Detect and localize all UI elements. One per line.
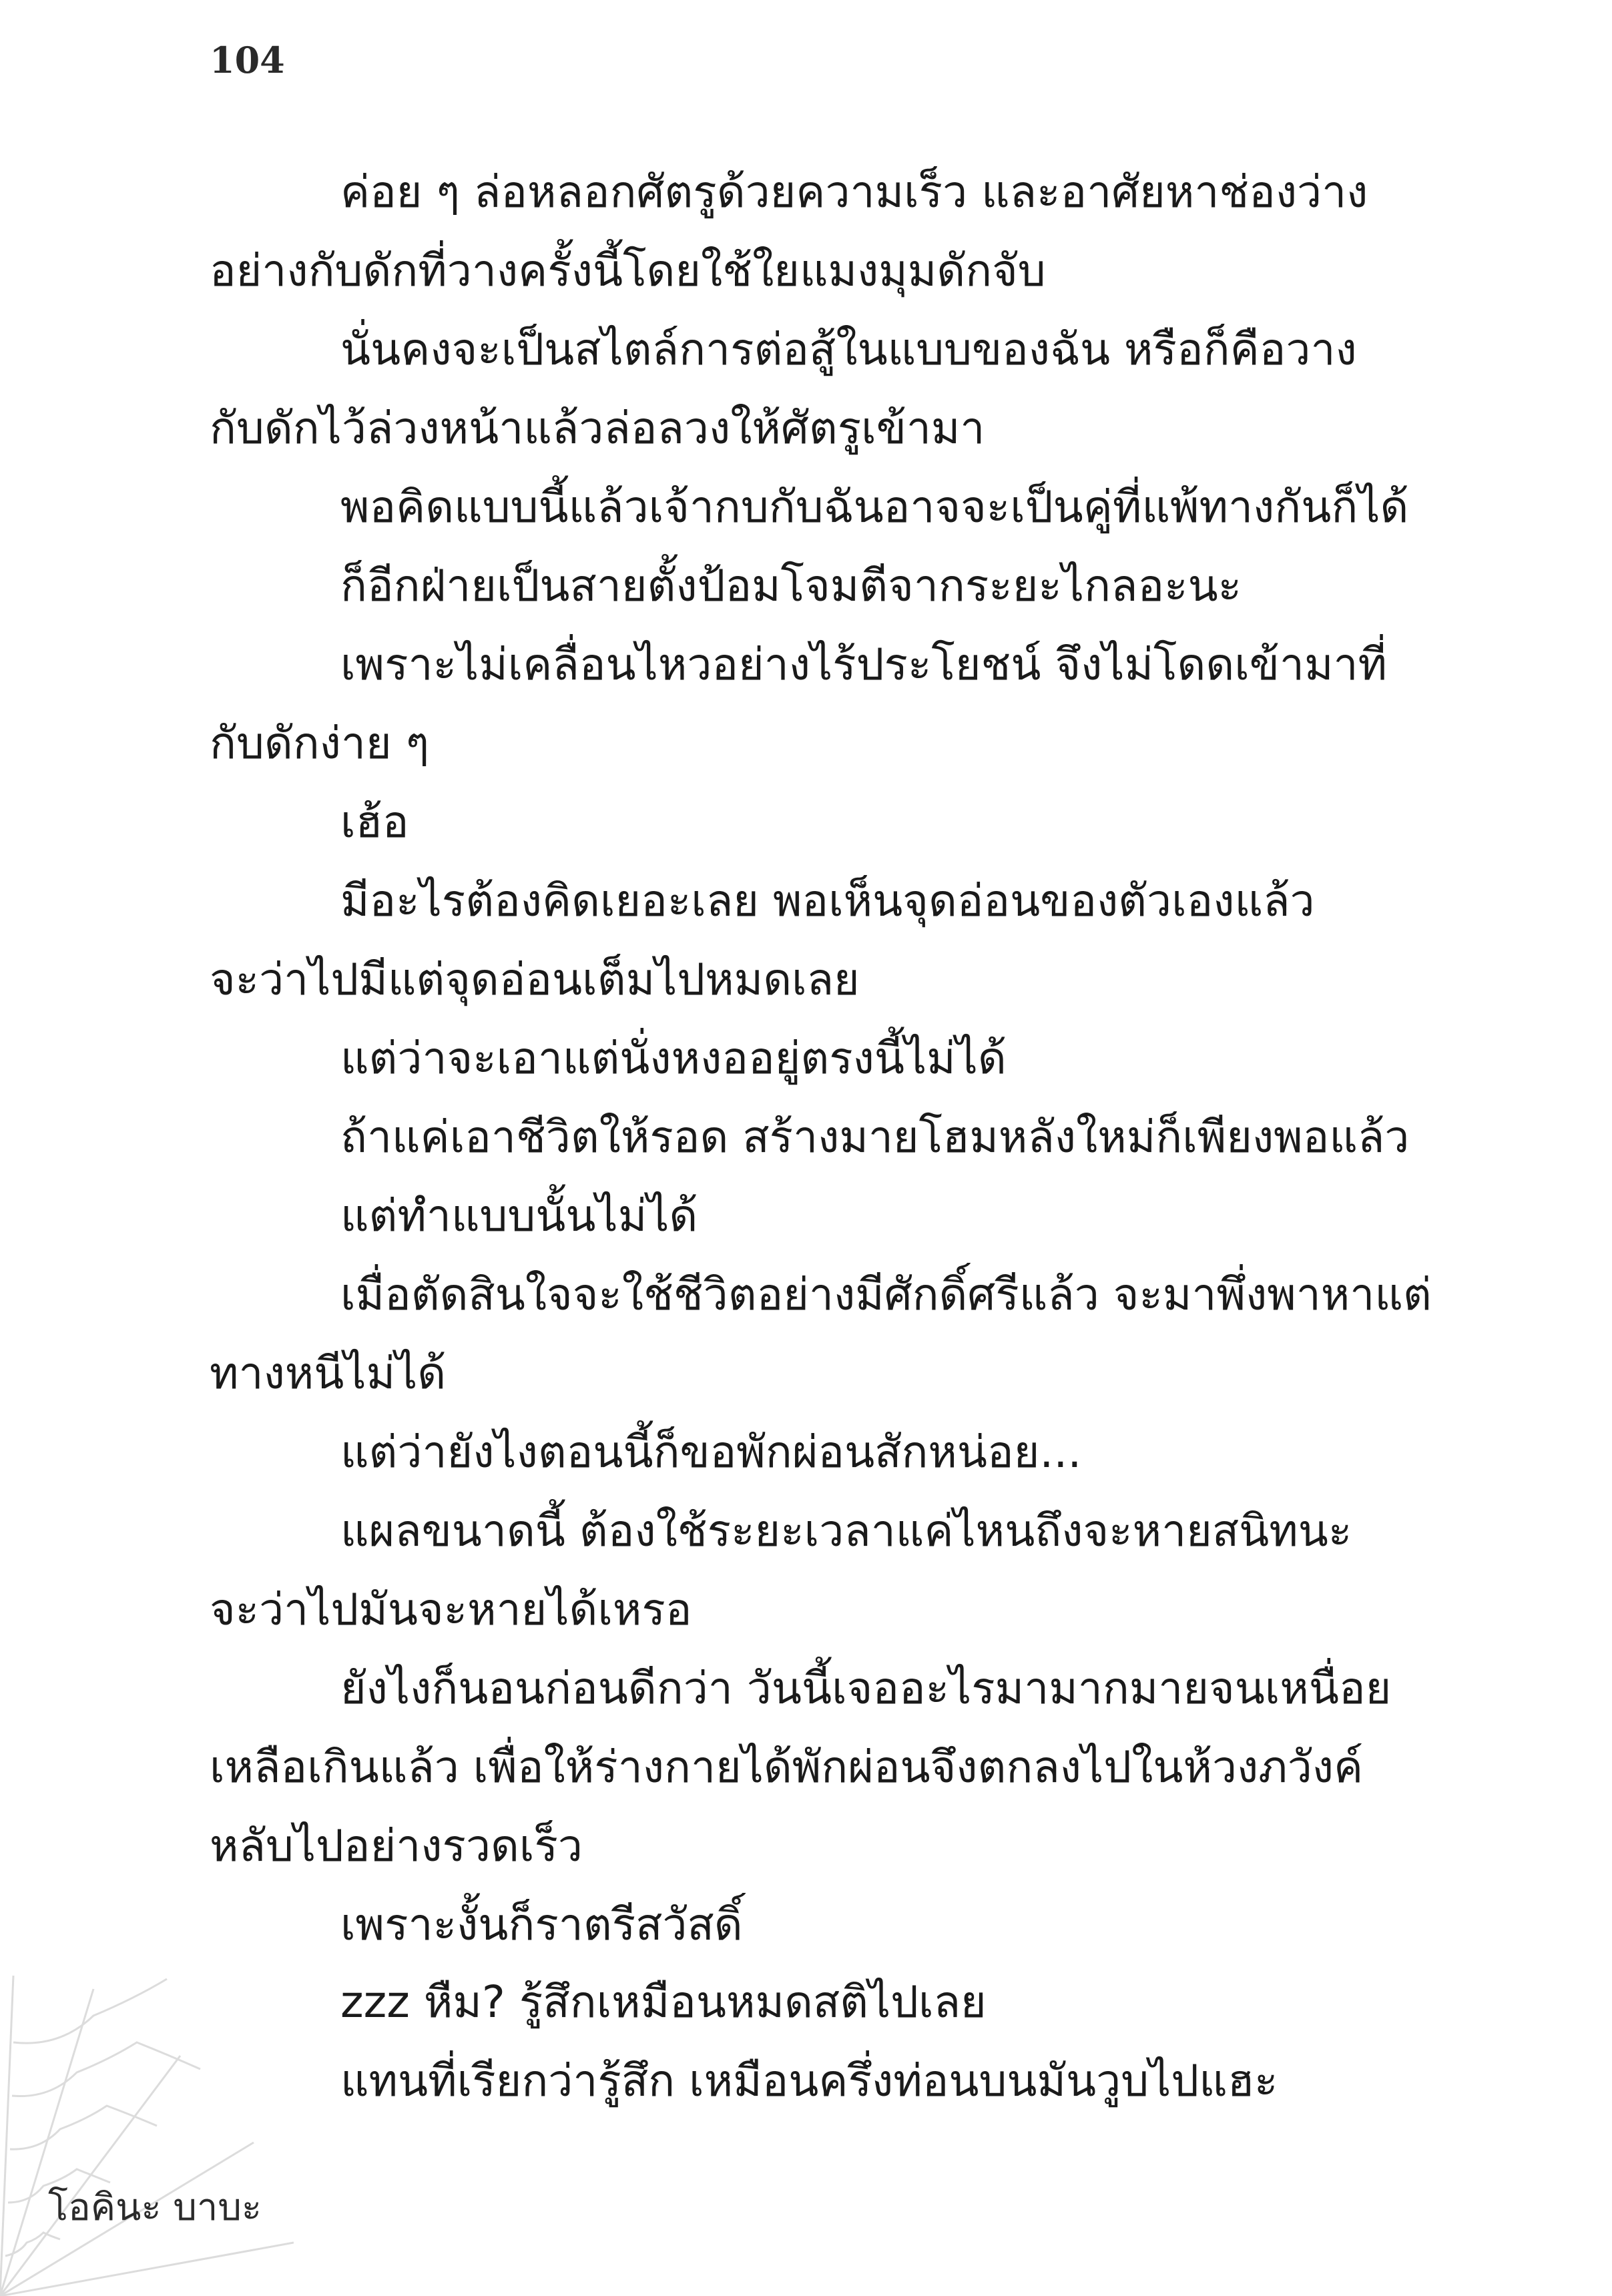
paragraph-line: เพราะไม่เคลื่อนไหวอย่างไร้ประโยชน์ จึงไม่โดดเข้ามาที่ <box>340 639 1388 690</box>
paragraph-line: เมื่อตัดสินใจจะใช้ชีวิตอย่างมีศักดิ์ศรีแล้ว จะมาพึ่งพาหาแต่ <box>340 1269 1432 1320</box>
paragraph-line: เหลือเกินแล้ว เพื่อให้ร่างกายได้พักผ่อนจึงตกลงไปในห้วงภวังค์ <box>210 1741 1364 1793</box>
paragraph-line: หลับไปอย่างรวดเร็ว <box>210 1820 583 1872</box>
author-footer: โอคินะ บาบะ <box>48 2186 262 2229</box>
page-number: 104 <box>210 39 285 81</box>
paragraph-line: แต่ว่ายังไงตอนนี้ก็ขอพักผ่อนสักหน่อย... <box>340 1426 1082 1478</box>
paragraph-line: เพราะงั้นก็ราตรีสวัสดิ์ <box>340 1899 743 1950</box>
paragraph-line: แทนที่เรียกว่ารู้สึก เหมือนครึ่งท่อนบนมันวูบไปแฮะ <box>340 2055 1278 2106</box>
paragraph-line: จะว่าไปมีแต่จุดอ่อนเต็มไปหมดเลย <box>210 954 860 1005</box>
paragraph-line: ก็อีกฝ่ายเป็นสายตั้งป้อมโจมตีจากระยะไกลอะนะ <box>340 560 1242 611</box>
paragraph-line: จะว่าไปมันจะหายได้เหรอ <box>210 1584 692 1635</box>
paragraph-line: แต่ทำแบบนั้นไม่ได้ <box>340 1190 698 1241</box>
paragraph-line: เฮ้อ <box>340 796 409 848</box>
paragraph-line: มีอะไรต้องคิดเยอะเลย พอเห็นจุดอ่อนของตัวเองแล้ว <box>340 875 1315 926</box>
paragraph-line: นั่นคงจะเป็นสไตล์การต่อสู้ในแบบของฉัน หรือก็คือวาง <box>340 324 1357 375</box>
spider-web-icon <box>0 1976 294 2296</box>
paragraph-line: อย่างกับดักที่วางครั้งนี้โดยใช้ใยแมงมุมดักจับ <box>210 245 1046 296</box>
paragraph-line: กับดักไว้ล่วงหน้าแล้วล่อลวงให้ศัตรูเข้ามา <box>210 402 985 454</box>
paragraph-line: แผลขนาดนี้ ต้องใช้ระยะเวลาแค่ไหนถึงจะหายสนิทนะ <box>340 1505 1352 1556</box>
paragraph-line: ค่อย ๆ ล่อหลอกศัตรูด้วยความเร็ว และอาศัยหาช่องว่าง <box>340 166 1368 218</box>
paragraph-line: แต่ว่าจะเอาแต่นั่งหงออยู่ตรงนี้ไม่ได้ <box>340 1033 1007 1084</box>
paragraph-line: ทางหนีไม่ได้ <box>210 1348 447 1399</box>
paragraph-line: พอคิดแบบนี้แล้วเจ้ากบกับฉันอาจจะเป็นคู่ที่แพ้ทางกันก็ได้ <box>340 481 1409 533</box>
paragraph-line: กับดักง่าย ๆ <box>210 718 430 769</box>
paragraph-line: ยังไงก็นอนก่อนดีกว่า วันนี้เจออะไรมามากมายจนเหนื่อย <box>340 1663 1392 1714</box>
paragraph-line: zzz หืม? รู้สึกเหมือนหมดสติไปเลย <box>340 1976 987 2028</box>
paragraph-line: ถ้าแค่เอาชีวิตให้รอด สร้างมายโฮมหลังใหม่ก็เพียงพอแล้ว <box>340 1111 1410 1163</box>
